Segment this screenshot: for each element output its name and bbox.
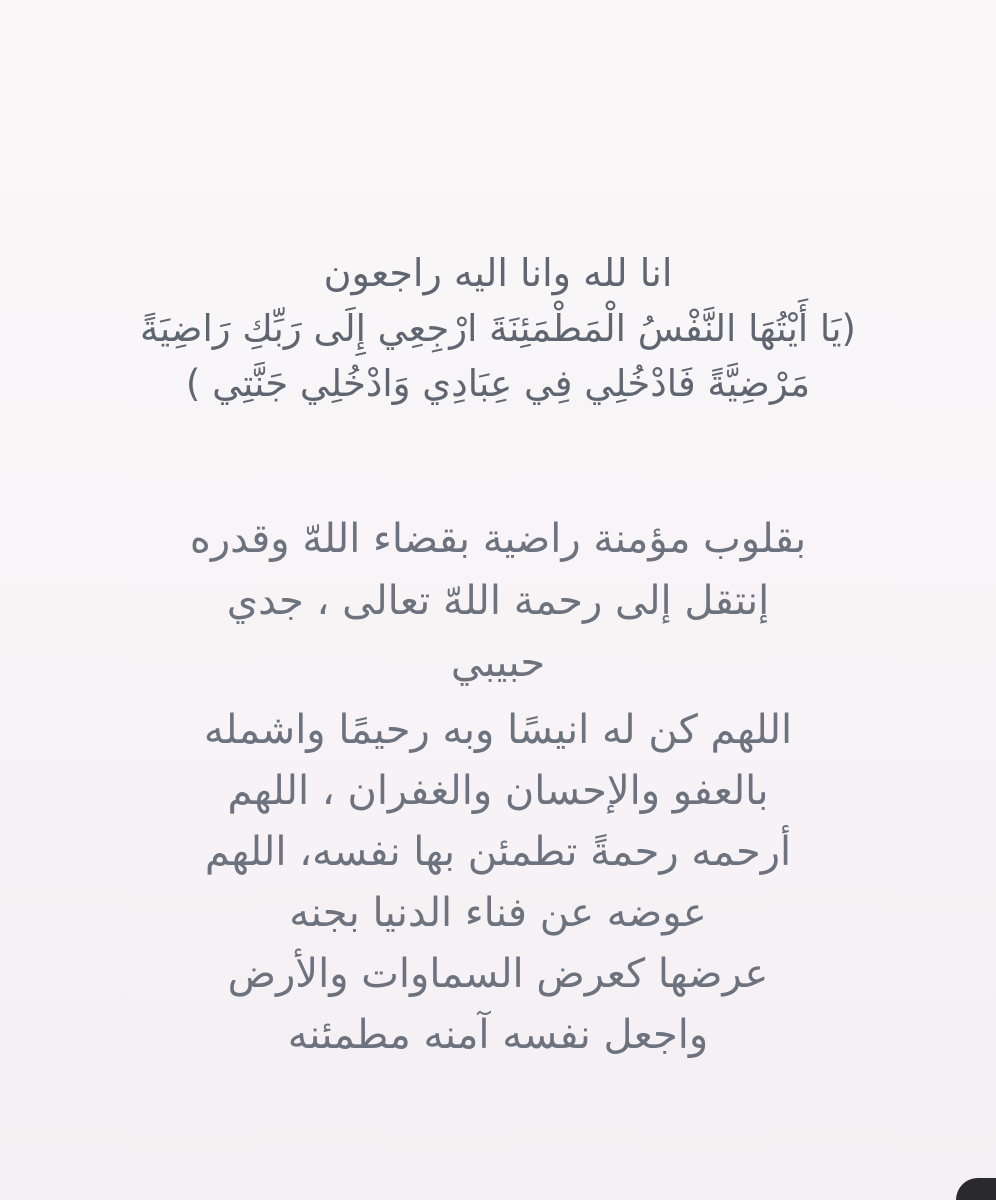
verse-line-1: انا لله وانا اليه راجعون xyxy=(323,251,673,295)
prayer-line-5: عرضها كعرض السماوات والأرض xyxy=(227,951,769,997)
verse-line-3: مَرْضِيَّةً فَادْخُلِي فِي عِبَادِي وَادْخُلِي جَنَّتِي ) xyxy=(185,362,811,405)
prayer-line-4: عوضه عن فناء الدنيا بجنه xyxy=(289,890,707,936)
announcement-line-2: إنتقل إلى رحمة اللهّ تعالى ، جدي xyxy=(226,578,770,624)
prayer-line-3: أرحمه رحمةً تطمئن بها نفسه، اللهم xyxy=(204,829,792,875)
death-announcement-block xyxy=(0,508,996,694)
announcement-line-3: حبيبي xyxy=(450,640,546,686)
corner-overlay xyxy=(956,1178,996,1200)
quran-verse-block xyxy=(0,246,996,411)
prayer-block xyxy=(0,700,996,1066)
announcement-line-1: بقلوب مؤمنة راضية بقضاء اللهّ وقدره xyxy=(189,516,807,562)
prayer-line-6: واجعل نفسه آمنه مطمئنه xyxy=(287,1012,709,1058)
prayer-line-2: بالعفو والإحسان والغفران ، اللهم xyxy=(227,768,769,814)
verse-line-2: (يَا أَيْتُهَا النَّفْسُ الْمَطْمَئِنَةَ ارْجِعِي إِلَى رَبِّكِ رَاضِيَةً xyxy=(140,307,856,350)
prayer-line-1: اللهم كن له انيسًا وبه رحيمًا واشمله xyxy=(203,707,793,753)
